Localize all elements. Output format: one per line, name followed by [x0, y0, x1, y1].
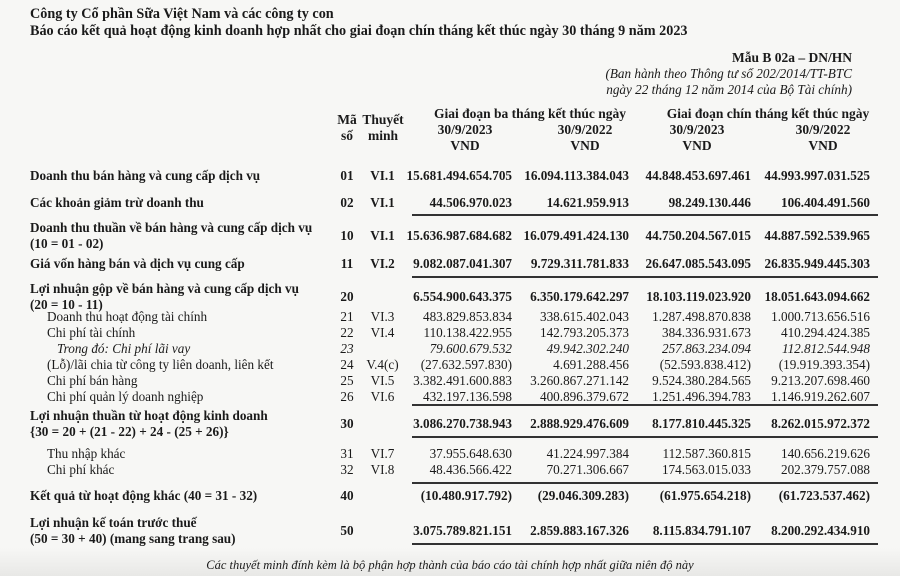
row-value: 174.563.015.033 [661, 462, 751, 477]
row-value: 142.793.205.373 [539, 325, 629, 340]
row-code: 23 [340, 341, 354, 356]
row-note: VI.1 [370, 195, 395, 210]
row-note: VI.1 [370, 228, 395, 243]
column-group-three-months: Giai đoạn ba tháng kết thúc ngày [433, 106, 627, 121]
row-label: Giá vốn hàng bán và dịch vụ cung cấp [30, 256, 245, 271]
column-header-note [358, 112, 408, 144]
row-code: 25 [340, 373, 354, 388]
row-value: 16.094.113.384.043 [524, 168, 629, 183]
row-value: 8.262.015.972.372 [771, 416, 870, 431]
row-value: 44.848.453.697.461 [645, 168, 751, 183]
row-value: 44.887.592.539.965 [764, 228, 870, 243]
total-rule [412, 543, 878, 545]
row-label: Trong đó: Chi phí lãi vay [57, 341, 191, 356]
row-formula: (50 = 30 + 40) (mang sang trang sau) [30, 531, 236, 546]
row-label: Doanh thu hoạt động tài chính [47, 309, 208, 324]
row-value: 9.213.207.698.460 [771, 373, 870, 388]
column-date: 30/9/2022 [557, 122, 613, 137]
row-label: Lợi nhuận thuần từ hoạt động kinh doanh [30, 408, 268, 423]
row-value: 8.200.292.434.910 [771, 523, 870, 538]
row-value: 2.888.929.476.609 [530, 416, 629, 431]
row-value: 432.197.136.598 [422, 389, 512, 404]
column-date: 30/9/2023 [669, 122, 725, 137]
row-note: VI.5 [370, 373, 395, 388]
row-value: 8.177.810.445.325 [652, 416, 751, 431]
form-note-line2: ngày 22 tháng 12 năm 2014 của Bộ Tài chính) [606, 82, 852, 97]
row-note: VI.8 [370, 462, 395, 477]
row-value: 9.082.087.041.307 [413, 256, 512, 271]
row-value: 410.294.424.385 [780, 325, 870, 340]
row-value: 18.051.643.094.662 [764, 289, 870, 304]
row-code: 31 [340, 446, 354, 461]
row-code: 40 [340, 488, 354, 503]
column-currency: VND [808, 138, 838, 153]
form-note [605, 66, 852, 98]
row-value: (61.975.654.218) [659, 488, 751, 503]
row-note: VI.6 [370, 389, 395, 404]
row-label: Lợi nhuận kế toán trước thuế [30, 515, 197, 530]
row-value: 106.404.491.560 [780, 195, 870, 210]
row-code: 32 [340, 462, 354, 477]
form-code: Mẫu B 02a – DN/HN [731, 50, 852, 65]
row-value: 112.812.544.948 [781, 341, 870, 356]
row-value: (61.723.537.462) [778, 488, 870, 503]
column-header-9m-2022 [768, 122, 878, 154]
row-code: 02 [340, 195, 354, 210]
row-value: 3.260.867.271.142 [530, 373, 629, 388]
subtotal-rule [412, 482, 878, 484]
row-value: 48.436.566.422 [429, 462, 512, 477]
row-note: VI.3 [370, 309, 395, 324]
row-label: Doanh thu bán hàng và cung cấp dịch vụ [30, 168, 261, 183]
row-value: 44.993.997.031.525 [764, 168, 870, 183]
column-currency: VND [450, 138, 480, 153]
row-value: 41.224.997.384 [546, 446, 629, 461]
row-value: 15.681.494.654.705 [406, 168, 512, 183]
code-header-line1: Mã [337, 112, 357, 127]
row-formula: (10 = 01 - 02) [30, 236, 104, 251]
row-label: Thu nhập khác [47, 446, 126, 461]
row-value: 8.115.834.791.107 [652, 523, 751, 538]
row-value: 6.350.179.642.297 [530, 289, 629, 304]
row-value: 70.271.306.667 [546, 462, 629, 477]
code-header-line2: số [340, 128, 353, 143]
column-header-q3-2023 [420, 122, 510, 154]
form-note-line1: (Ban hành theo Thông tư số 202/2014/TT-BTC [605, 66, 852, 81]
row-note: VI.4 [370, 325, 395, 340]
row-note: VI.1 [370, 168, 395, 183]
row-value: 44.750.204.567.015 [645, 228, 751, 243]
row-value: 1.287.498.870.838 [652, 309, 751, 324]
row-code: 30 [340, 416, 354, 431]
row-value: (52.593.838.412) [659, 357, 751, 372]
row-value: 98.249.130.446 [668, 195, 751, 210]
column-header-q3-2022 [540, 122, 630, 154]
row-code: 01 [340, 168, 354, 183]
row-label: Kết quả từ hoạt động khác (40 = 31 - 32) [30, 488, 258, 503]
row-value: 1.000.713.656.516 [771, 309, 870, 324]
subtotal-rule [412, 276, 878, 278]
column-date: 30/9/2022 [795, 122, 851, 137]
row-value: 400.896.379.672 [539, 389, 629, 404]
row-code: 24 [340, 357, 354, 372]
row-value: (29.046.309.283) [537, 488, 629, 503]
row-value: (19.919.393.354) [778, 357, 870, 372]
row-label: Chi phí tài chính [47, 325, 136, 340]
row-value: 37.955.648.630 [429, 446, 512, 461]
row-label: Lợi nhuận gộp về bán hàng và cung cấp dịch vụ [30, 281, 299, 296]
row-value: 9.729.311.781.833 [530, 256, 629, 271]
row-note: VI.2 [370, 256, 395, 271]
row-value: 3.075.789.821.151 [413, 523, 512, 538]
report-title: Báo cáo kết quả hoạt động kinh doanh hợp nhất cho giai đoạn chín tháng kết thúc ngày 30 tháng 9 năm 2023 [30, 23, 688, 39]
row-label: Chi phí quản lý doanh nghiệp [47, 389, 204, 404]
note-header-line1: Thuyết [362, 112, 404, 127]
row-value: 112.587.360.815 [662, 446, 751, 461]
row-value: 4.691.288.456 [553, 357, 629, 372]
column-group-nine-months: Giai đoạn chín tháng kết thúc ngày [666, 106, 870, 121]
row-value: 6.554.900.643.375 [413, 289, 512, 304]
row-value: 110.138.422.955 [423, 325, 512, 340]
row-value: 44.506.970.023 [429, 195, 512, 210]
row-label: Chi phí bán hàng [47, 373, 138, 388]
row-value: 3.382.491.600.883 [413, 373, 512, 388]
total-rule [412, 436, 878, 438]
company-name: Công ty Cổ phần Sữa Việt Nam và các công ty con [30, 6, 334, 22]
row-value: 18.103.119.023.920 [646, 289, 751, 304]
row-note: VI.7 [370, 446, 395, 461]
column-date: 30/9/2023 [437, 122, 493, 137]
row-value: 9.524.380.284.565 [652, 373, 751, 388]
row-value: 79.600.679.532 [429, 341, 512, 356]
row-value: 16.079.491.424.130 [523, 228, 629, 243]
column-currency: VND [570, 138, 600, 153]
row-code: 26 [340, 389, 354, 404]
row-value: 3.086.270.738.943 [413, 416, 512, 431]
row-code: 22 [340, 325, 354, 340]
row-value: 26.647.085.543.095 [645, 256, 751, 271]
column-currency: VND [682, 138, 712, 153]
row-value: (27.632.597.830) [420, 357, 512, 372]
row-formula: (20 = 10 - 11) [30, 297, 103, 312]
column-header-9m-2023 [642, 122, 752, 154]
row-value: 15.636.987.684.682 [406, 228, 512, 243]
row-code: 10 [340, 228, 354, 243]
row-value: 338.615.402.043 [539, 309, 629, 324]
row-code: 11 [340, 256, 354, 271]
row-code: 21 [340, 309, 354, 324]
row-note: V.4(c) [366, 357, 399, 372]
row-label: Các khoản giảm trừ doanh thu [30, 195, 204, 210]
subtotal-rule [412, 404, 878, 406]
row-value: 1.146.919.262.607 [771, 389, 870, 404]
row-value: 1.251.496.394.783 [652, 389, 751, 404]
row-formula: {30 = 20 + (21 - 22) + 24 - (25 + 26)} [30, 424, 229, 439]
row-value: 384.336.931.673 [661, 325, 751, 340]
row-value: 2.859.883.167.326 [530, 523, 629, 538]
row-value: 257.863.234.094 [661, 341, 751, 356]
row-value: (10.480.917.792) [420, 488, 512, 503]
row-value: 14.621.959.913 [546, 195, 629, 210]
row-value: 26.835.949.445.303 [764, 256, 870, 271]
footer-note: Các thuyết minh đính kèm là bộ phận hợp thành của báo cáo tài chính hợp nhất giữa niên độ này [206, 558, 694, 572]
subtotal-rule [412, 214, 878, 216]
note-header-line2: minh [367, 128, 398, 143]
row-value: 49.942.302.240 [546, 341, 629, 356]
row-label: (Lỗ)/lãi chia từ công ty liên doanh, liên kết [47, 357, 274, 372]
row-value: 483.829.853.834 [422, 309, 512, 324]
row-label: Chi phí khác [47, 462, 115, 477]
row-value: 140.656.219.626 [780, 446, 870, 461]
row-code: 50 [340, 523, 354, 538]
row-label: Doanh thu thuần về bán hàng và cung cấp dịch vụ [30, 220, 313, 235]
row-code: 20 [340, 289, 354, 304]
row-value: 202.379.757.088 [780, 462, 870, 477]
